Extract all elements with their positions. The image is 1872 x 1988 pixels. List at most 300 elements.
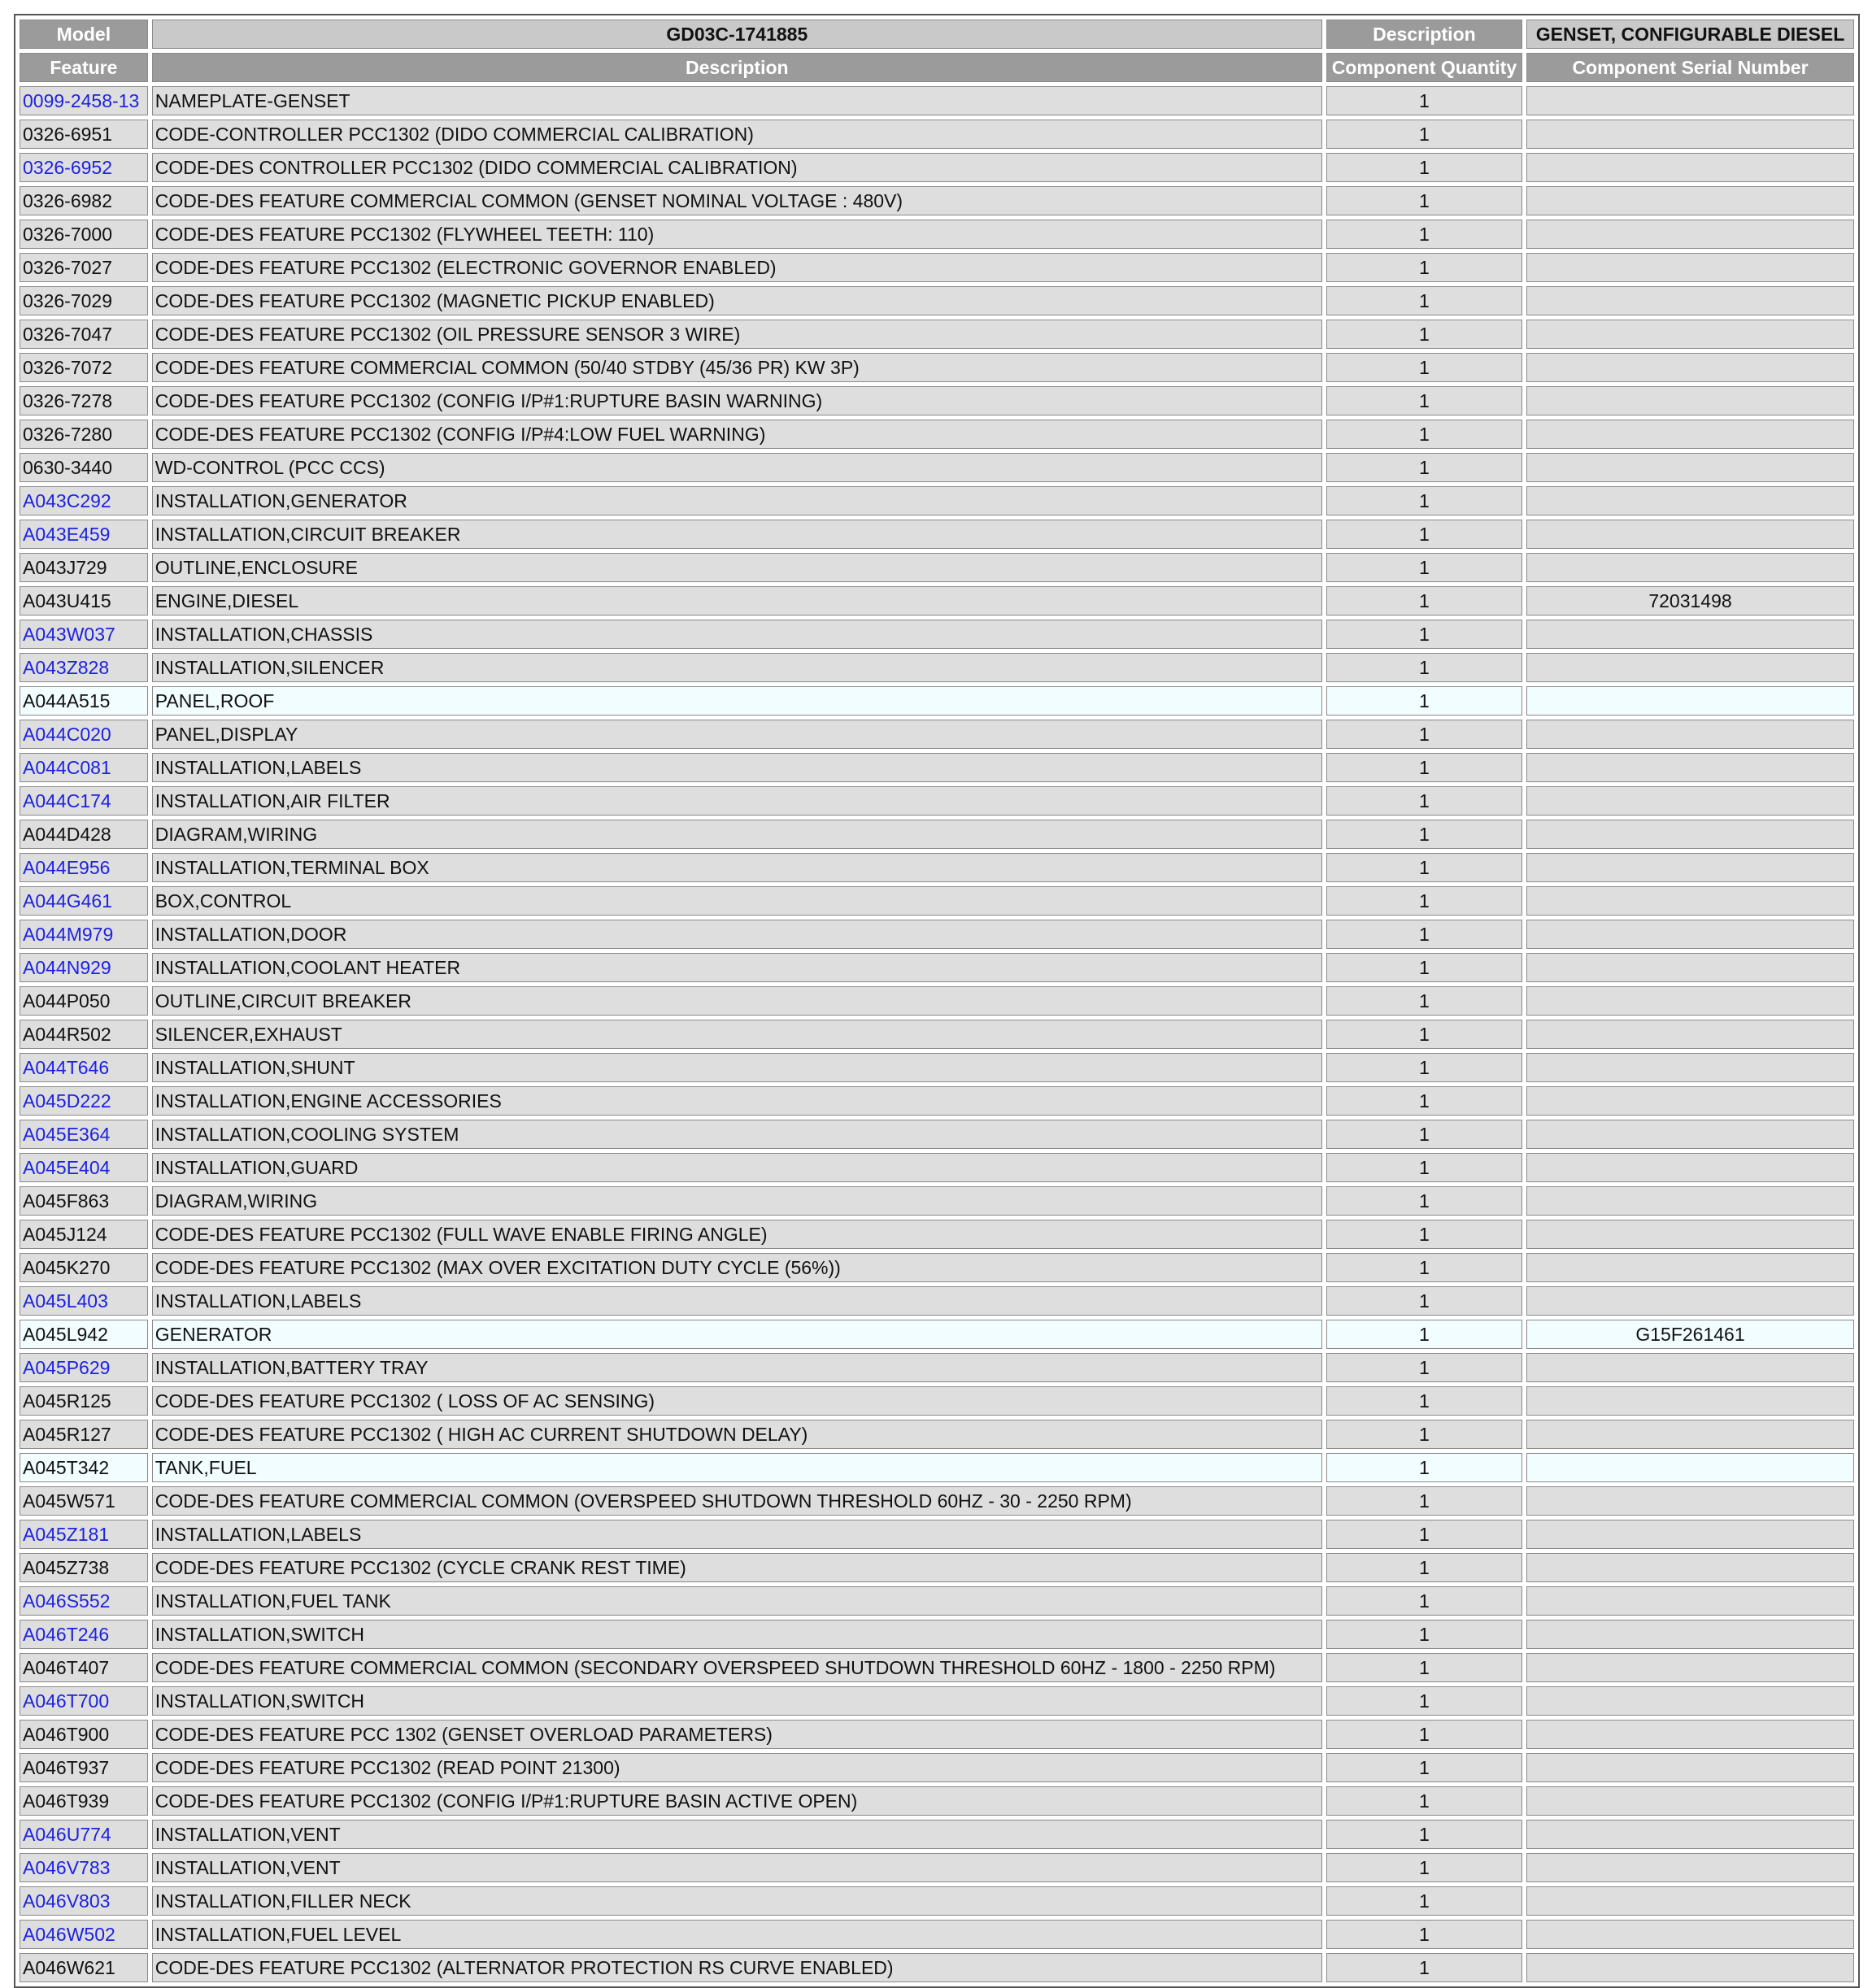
serial-cell [1526,1186,1854,1216]
feature-cell: 0326-6951 [20,120,148,149]
feature-cell: A046T937 [20,1753,148,1782]
feature-cell: A046T939 [20,1786,148,1816]
table-row [20,853,1854,882]
serial-cell [1526,1086,1854,1116]
description-cell: PANEL,DISPLAY [152,720,1322,749]
table-row [20,120,1854,149]
serial-cell [1526,1520,1854,1549]
serial-cell [1526,1420,1854,1449]
description-cell: CODE-DES FEATURE PCC1302 (CONFIG I/P#1:RUPTURE BASIN ACTIVE OPEN) [152,1786,1322,1816]
quantity-cell: 1 [1326,853,1522,882]
feature-link[interactable]: A045E364 [23,1124,111,1145]
feature-cell: A045R125 [20,1386,148,1416]
table-row [20,320,1854,349]
description-cell: CODE-DES FEATURE PCC 1302 (GENSET OVERLOAD PARAMETERS) [152,1720,1322,1749]
description-cell: INSTALLATION,SWITCH [152,1686,1322,1716]
quantity-cell: 1 [1326,1920,1522,1949]
feature-cell [20,1053,148,1082]
serial-cell [1526,953,1854,982]
serial-cell [1526,620,1854,649]
serial-cell [1526,1753,1854,1782]
feature-link[interactable]: A045L403 [23,1290,108,1312]
description-cell: CODE-DES FEATURE PCC1302 ( LOSS OF AC SENSING) [152,1386,1322,1416]
serial-cell [1526,153,1854,182]
feature-cell: 0630-3440 [20,453,148,482]
feature-cell: 0326-7047 [20,320,148,349]
feature-cell: 0326-7072 [20,353,148,382]
feature-link[interactable]: A046V783 [23,1857,111,1878]
serial-cell [1526,453,1854,482]
table-row [20,1920,1854,1949]
feature-cell: A043J729 [20,553,148,582]
feature-cell [20,953,148,982]
serial-cell [1526,1353,1854,1382]
table-row [20,1953,1854,1982]
table-row [20,786,1854,816]
description-cell: INSTALLATION,COOLANT HEATER [152,953,1322,982]
feature-cell [20,1520,148,1549]
table-row [20,453,1854,482]
quantity-cell: 1 [1326,420,1522,449]
feature-cell: 0326-7029 [20,286,148,315]
feature-cell: A044D428 [20,820,148,849]
feature-link[interactable]: A044M979 [23,924,114,945]
serial-cell [1526,1720,1854,1749]
feature-cell: 0326-6982 [20,186,148,215]
table-row [20,1653,1854,1682]
feature-link[interactable]: A044T646 [23,1057,110,1078]
description-cell: INSTALLATION,GUARD [152,1153,1322,1182]
model-header-row [20,20,1854,49]
feature-cell: A045T342 [20,1453,148,1482]
quantity-cell: 1 [1326,553,1522,582]
description-cell: SILENCER,EXHAUST [152,1020,1322,1049]
description-cell: INSTALLATION,GENERATOR [152,486,1322,515]
serial-cell: 72031498 [1526,586,1854,616]
description-cell: INSTALLATION,SILENCER [152,653,1322,682]
feature-link[interactable]: A046U774 [23,1824,111,1845]
serial-cell [1526,686,1854,716]
feature-cell: A044P050 [20,986,148,1016]
quantity-cell: 1 [1326,1586,1522,1616]
serial-cell [1526,1853,1854,1882]
quantity-cell: 1 [1326,1653,1522,1682]
feature-cell [20,1286,148,1316]
description-cell: CODE-DES FEATURE COMMERCIAL COMMON (GENSET NOMINAL VOLTAGE : 480V) [152,186,1322,215]
bom-table-wrapper [14,14,1860,1988]
quantity-cell: 1 [1326,1286,1522,1316]
description-cell: INSTALLATION,SWITCH [152,1620,1322,1649]
quantity-cell: 1 [1326,1753,1522,1782]
feature-cell [20,1086,148,1116]
serial-cell [1526,420,1854,449]
quantity-cell: 1 [1326,1253,1522,1282]
quantity-cell: 1 [1326,986,1522,1016]
table-row [20,553,1854,582]
feature-link[interactable]: A045E404 [23,1157,111,1178]
quantity-cell: 1 [1326,820,1522,849]
quantity-cell: 1 [1326,1786,1522,1816]
description-cell: DIAGRAM,WIRING [152,820,1322,849]
quantity-cell: 1 [1326,1186,1522,1216]
table-row [20,1286,1854,1316]
description-cell: CODE-DES FEATURE PCC1302 (ALTERNATOR PROTECTION RS CURVE ENABLED) [152,1953,1322,1982]
feature-cell [20,720,148,749]
serial-cell [1526,853,1854,882]
quantity-cell: 1 [1326,586,1522,616]
feature-cell [20,853,148,882]
table-row [20,1620,1854,1649]
table-row [20,1586,1854,1616]
quantity-cell: 1 [1326,1820,1522,1849]
feature-cell: A045L942 [20,1320,148,1349]
table-row [20,186,1854,215]
quantity-cell: 1 [1326,186,1522,215]
table-row [20,753,1854,782]
quantity-cell: 1 [1326,720,1522,749]
table-row [20,486,1854,515]
feature-cell: A044A515 [20,686,148,716]
quantity-cell: 1 [1326,953,1522,982]
table-row [20,1253,1854,1282]
feature-link[interactable]: A044N929 [23,957,111,978]
table-row [20,953,1854,982]
quantity-cell: 1 [1326,1720,1522,1749]
feature-cell: A046T407 [20,1653,148,1682]
feature-column-header: Feature [20,53,148,82]
table-row [20,1686,1854,1716]
quantity-cell: 1 [1326,486,1522,515]
feature-cell: 0326-7027 [20,253,148,282]
quantity-cell: 1 [1326,320,1522,349]
description-cell: CODE-DES CONTROLLER PCC1302 (DIDO COMMERCIAL CALIBRATION) [152,153,1322,182]
serial-cell [1526,1486,1854,1516]
feature-link[interactable]: A044C020 [23,724,111,745]
feature-cell: 0326-7280 [20,420,148,449]
serial-cell [1526,920,1854,949]
quantity-cell: 1 [1326,1120,1522,1149]
quantity-cell: 1 [1326,1086,1522,1116]
feature-cell: A046T900 [20,1720,148,1749]
serial-cell [1526,1453,1854,1482]
description-cell: CODE-DES FEATURE PCC1302 ( HIGH AC CURRENT SHUTDOWN DELAY) [152,1420,1322,1449]
table-row [20,1320,1854,1349]
table-row [20,1553,1854,1582]
feature-cell [20,1886,148,1916]
serial-cell [1526,1053,1854,1082]
quantity-column-header: Component Quantity [1326,53,1522,82]
quantity-cell: 1 [1326,1886,1522,1916]
serial-cell [1526,1820,1854,1849]
quantity-cell: 1 [1326,1420,1522,1449]
quantity-cell: 1 [1326,1020,1522,1049]
feature-cell: A045K270 [20,1253,148,1282]
serial-cell [1526,1253,1854,1282]
serial-cell [1526,1286,1854,1316]
description-cell: CODE-DES FEATURE COMMERCIAL COMMON (SECONDARY OVERSPEED SHUTDOWN THRESHOLD 60HZ - 1800 - 2250 RPM) [152,1653,1322,1682]
feature-cell [20,1686,148,1716]
description-cell: CODE-DES FEATURE PCC1302 (MAX OVER EXCITATION DUTY CYCLE (56%)) [152,1253,1322,1282]
serial-cell [1526,553,1854,582]
serial-cell [1526,886,1854,916]
description-cell: TANK,FUEL [152,1453,1322,1482]
serial-cell [1526,1786,1854,1816]
table-row [20,520,1854,549]
description-cell: CODE-DES FEATURE PCC1302 (CONFIG I/P#4:LOW FUEL WARNING) [152,420,1322,449]
serial-cell [1526,1920,1854,1949]
model-value: GD03C-1741885 [152,20,1322,49]
quantity-cell: 1 [1326,786,1522,816]
feature-cell [20,653,148,682]
description-cell: INSTALLATION,VENT [152,1820,1322,1849]
feature-link[interactable]: A044C081 [23,757,111,778]
feature-link[interactable]: 0326-6952 [23,157,112,178]
table-row [20,1420,1854,1449]
quantity-cell: 1 [1326,753,1522,782]
serial-cell [1526,253,1854,282]
serial-cell [1526,386,1854,415]
quantity-cell: 1 [1326,1453,1522,1482]
description-cell: INSTALLATION,VENT [152,1853,1322,1882]
description-cell: WD-CONTROL (PCC CCS) [152,453,1322,482]
feature-link[interactable]: A044G461 [23,890,112,911]
feature-link[interactable]: A046W502 [23,1924,115,1945]
table-row [20,586,1854,616]
feature-link[interactable]: A046T700 [23,1690,110,1712]
quantity-cell: 1 [1326,1220,1522,1249]
table-row [20,420,1854,449]
quantity-cell: 1 [1326,153,1522,182]
serial-cell [1526,1653,1854,1682]
serial-cell [1526,520,1854,549]
serial-cell [1526,186,1854,215]
description-cell: CODE-DES FEATURE PCC1302 (OIL PRESSURE SENSOR 3 WIRE) [152,320,1322,349]
quantity-cell: 1 [1326,686,1522,716]
table-row [20,720,1854,749]
table-row [20,1820,1854,1849]
description-cell: CODE-DES FEATURE PCC1302 (FLYWHEEL TEETH: 110) [152,220,1322,249]
feature-cell: A045F863 [20,1186,148,1216]
description-cell: GENERATOR [152,1320,1322,1349]
quantity-cell: 1 [1326,1553,1522,1582]
table-row [20,1753,1854,1782]
quantity-cell: 1 [1326,453,1522,482]
serial-cell [1526,1886,1854,1916]
feature-link[interactable]: A046V803 [23,1890,111,1912]
table-row [20,1353,1854,1382]
description-cell: INSTALLATION,COOLING SYSTEM [152,1120,1322,1149]
table-row [20,986,1854,1016]
feature-link[interactable]: A043W037 [23,624,115,645]
feature-cell [20,86,148,115]
serial-cell [1526,986,1854,1016]
description-cell: OUTLINE,ENCLOSURE [152,553,1322,582]
description-cell: INSTALLATION,SHUNT [152,1053,1322,1082]
description-label: Description [1326,20,1522,49]
serial-cell [1526,286,1854,315]
description-cell: INSTALLATION,ENGINE ACCESSORIES [152,1086,1322,1116]
feature-cell [20,786,148,816]
feature-cell [20,886,148,916]
feature-link[interactable]: A045D222 [23,1090,111,1111]
table-row [20,153,1854,182]
feature-cell: A043U415 [20,586,148,616]
feature-link[interactable]: A044E956 [23,857,111,878]
serial-cell: G15F261461 [1526,1320,1854,1349]
feature-cell: A045Z738 [20,1553,148,1582]
feature-cell [20,753,148,782]
serial-cell [1526,786,1854,816]
quantity-cell: 1 [1326,1353,1522,1382]
feature-link[interactable]: A045P629 [23,1357,111,1378]
table-row [20,820,1854,849]
serial-column-header: Component Serial Number [1526,53,1854,82]
serial-cell [1526,1686,1854,1716]
description-cell: INSTALLATION,LABELS [152,1286,1322,1316]
serial-cell [1526,220,1854,249]
table-row [20,1853,1854,1882]
description-cell: ENGINE,DIESEL [152,586,1322,616]
description-cell: CODE-CONTROLLER PCC1302 (DIDO COMMERCIAL CALIBRATION) [152,120,1322,149]
description-cell: INSTALLATION,LABELS [152,753,1322,782]
quantity-cell: 1 [1326,653,1522,682]
description-cell: CODE-DES FEATURE PCC1302 (READ POINT 21300) [152,1753,1322,1782]
quantity-cell: 1 [1326,1686,1522,1716]
feature-cell [20,520,148,549]
quantity-cell: 1 [1326,386,1522,415]
bom-table-body [20,86,1854,1982]
description-cell: CODE-DES FEATURE COMMERCIAL COMMON (50/40 STDBY (45/36 PR) KW 3P) [152,353,1322,382]
feature-link[interactable]: A043Z828 [23,657,110,678]
description-cell: PANEL,ROOF [152,686,1322,716]
table-row [20,1520,1854,1549]
serial-cell [1526,1386,1854,1416]
feature-cell [20,620,148,649]
quantity-cell: 1 [1326,1153,1522,1182]
bill-of-materials-table [14,14,1860,1988]
serial-cell [1526,353,1854,382]
table-row [20,1120,1854,1149]
table-row [20,1086,1854,1116]
description-cell: INSTALLATION,DOOR [152,920,1322,949]
description-cell: INSTALLATION,CIRCUIT BREAKER [152,520,1322,549]
feature-link[interactable]: A044C174 [23,790,111,811]
description-cell: CODE-DES FEATURE PCC1302 (CONFIG I/P#1:RUPTURE BASIN WARNING) [152,386,1322,415]
table-row [20,220,1854,249]
table-row [20,1053,1854,1082]
quantity-cell: 1 [1326,120,1522,149]
serial-cell [1526,120,1854,149]
table-row [20,353,1854,382]
serial-cell [1526,820,1854,849]
feature-cell [20,1586,148,1616]
quantity-cell: 1 [1326,1620,1522,1649]
serial-cell [1526,320,1854,349]
feature-link[interactable]: A046S552 [23,1590,111,1612]
feature-cell: A045J124 [20,1220,148,1249]
description-cell: CODE-DES FEATURE PCC1302 (FULL WAVE ENABLE FIRING ANGLE) [152,1220,1322,1249]
table-row [20,920,1854,949]
table-row [20,1720,1854,1749]
table-row [20,1386,1854,1416]
serial-cell [1526,86,1854,115]
table-row [20,886,1854,916]
table-row [20,1786,1854,1816]
feature-link[interactable]: A045Z181 [23,1524,110,1545]
feature-cell [20,1853,148,1882]
serial-cell [1526,1586,1854,1616]
feature-link[interactable]: A046T246 [23,1624,110,1645]
serial-cell [1526,1953,1854,1982]
model-label: Model [20,20,148,49]
table-row [20,286,1854,315]
feature-cell [20,1153,148,1182]
quantity-cell: 1 [1326,1386,1522,1416]
description-cell: OUTLINE,CIRCUIT BREAKER [152,986,1322,1016]
quantity-cell: 1 [1326,620,1522,649]
feature-cell [20,1920,148,1949]
table-row [20,1020,1854,1049]
description-cell: INSTALLATION,AIR FILTER [152,786,1322,816]
quantity-cell: 1 [1326,1853,1522,1882]
table-row [20,1453,1854,1482]
serial-cell [1526,653,1854,682]
description-value: GENSET, CONFIGURABLE DIESEL [1526,20,1854,49]
table-row [20,1486,1854,1516]
quantity-cell: 1 [1326,86,1522,115]
column-header-row [20,53,1854,82]
quantity-cell: 1 [1326,353,1522,382]
feature-cell [20,920,148,949]
serial-cell [1526,720,1854,749]
description-cell: INSTALLATION,LABELS [152,1520,1322,1549]
feature-link[interactable]: A043E459 [23,524,111,545]
feature-cell: A045W571 [20,1486,148,1516]
table-row [20,620,1854,649]
quantity-cell: 1 [1326,1486,1522,1516]
serial-cell [1526,753,1854,782]
quantity-cell: 1 [1326,1053,1522,1082]
table-row [20,386,1854,415]
feature-link[interactable]: A043C292 [23,490,111,511]
serial-cell [1526,1120,1854,1149]
description-cell: CODE-DES FEATURE COMMERCIAL COMMON (OVERSPEED SHUTDOWN THRESHOLD 60HZ - 30 - 2250 RPM) [152,1486,1322,1516]
description-cell: CODE-DES FEATURE PCC1302 (ELECTRONIC GOVERNOR ENABLED) [152,253,1322,282]
feature-cell [20,1120,148,1149]
feature-link[interactable]: 0099-2458-13 [23,90,140,111]
quantity-cell: 1 [1326,520,1522,549]
description-cell: INSTALLATION,CHASSIS [152,620,1322,649]
table-row [20,1186,1854,1216]
table-row [20,653,1854,682]
table-row [20,253,1854,282]
description-cell: CODE-DES FEATURE PCC1302 (MAGNETIC PICKUP ENABLED) [152,286,1322,315]
description-column-header: Description [152,53,1322,82]
feature-cell: 0326-7278 [20,386,148,415]
description-cell: BOX,CONTROL [152,886,1322,916]
description-cell: INSTALLATION,BATTERY TRAY [152,1353,1322,1382]
description-cell: INSTALLATION,FUEL TANK [152,1586,1322,1616]
description-cell: NAMEPLATE-GENSET [152,86,1322,115]
feature-cell [20,486,148,515]
feature-cell [20,1620,148,1649]
table-row [20,1886,1854,1916]
table-row [20,1153,1854,1182]
quantity-cell: 1 [1326,1320,1522,1349]
feature-cell: A046W621 [20,1953,148,1982]
quantity-cell: 1 [1326,220,1522,249]
quantity-cell: 1 [1326,253,1522,282]
